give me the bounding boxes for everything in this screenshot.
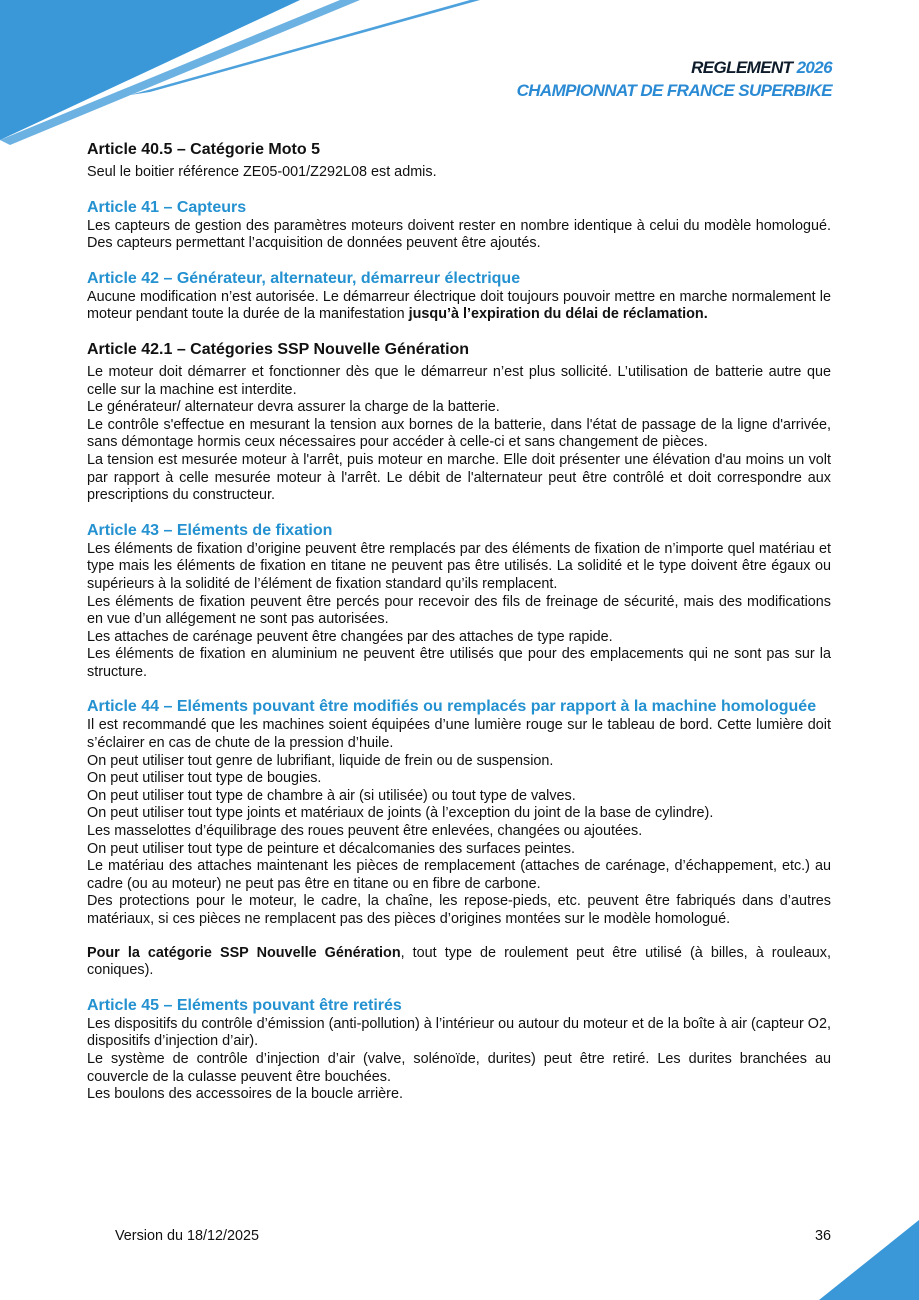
document-body — [87, 140, 831, 1104]
article-42-1-text-3: Le contrôle s'effectue en mesurant la tension aux bornes de la batterie, dans l'état de passage de la ligne d'arrivée, sans démontage hormis ceux nécessaires pour accéder à celle-ci et sans changement de pièces. — [87, 416, 831, 451]
header-stripes-decoration — [0, 0, 480, 145]
article-43-text-4: Les éléments de fixation en aluminium ne peuvent être utilisés que pour des emplacements qui ne sont pas sur la structure. — [87, 646, 831, 680]
article-43-text-3: Les attaches de carénage peuvent être changées par des attaches de type rapide. — [87, 628, 613, 645]
article-45-title: Article 45 – Eléments pouvant être retirés — [87, 996, 402, 1014]
header-year: 2026 — [796, 58, 832, 77]
article-44-text-8: Le matériau des attaches maintenant les pièces de remplacement (attaches de carénage, d’échappement, etc.) au cadre (ou au moteur) ne peut pas être en titane ou en fibre de carbone. — [87, 858, 831, 892]
article-45-text-3: Les boulons des accessoires de la boucle arrière. — [87, 1086, 403, 1103]
article-41-title: Article 41 – Capteurs — [87, 198, 247, 216]
article-44-text-5: On peut utiliser tout type joints et matériaux de joints (à l’exception du joint de la base de cylindre). — [87, 805, 714, 822]
article-40-5-text: Seul le boitier référence ZE05-001/Z292L08 est admis. — [87, 164, 437, 180]
article-44-text-10-bold: Pour la catégorie SSP Nouvelle Génération — [87, 944, 401, 961]
document-header — [517, 56, 832, 102]
article-41-text: Les capteurs de gestion des paramètres moteurs doivent rester en nombre identique à celui du modèle homologué. Des capteurs permettant l’acquisition de données peuvent être ajoutés. — [87, 217, 831, 252]
article-44-text-6: Les masselottes d’équilibrage des roues peuvent être enlevées, changées ou ajoutées. — [87, 823, 643, 840]
article-45-text-1: Les dispositifs du contrôle d’émission (anti-pollution) à l’intérieur ou autour du moteur et de la boîte à air (capteur O2, dispositifs d’injection d’air). — [87, 1015, 831, 1050]
header-championnat: CHAMPIONNAT DE FRANCE SUPERBIKE — [516, 81, 832, 100]
header-reglement: REGLEMENT — [691, 58, 793, 77]
article-44-text-4: On peut utiliser tout type de chambre à air (si utilisée) ou tout type de valves. — [87, 787, 576, 804]
article-43-text-1: Les éléments de fixation d’origine peuvent être remplacés par des éléments de fixation de n’importe quel matériau et type mais les éléments de fixation en titane ne peuvent pas être utilisés. La solidité et le type doivent être égaux ou supérieurs à la solidité de l’élément de fixation standard qu’ils remplacent. — [87, 540, 831, 592]
article-42-1-title: Article 42.1 – Catégories SSP Nouvelle Génération — [87, 340, 470, 358]
article-42-1-text-2: Le générateur/ alternateur devra assurer la charge de la batterie. — [87, 399, 500, 416]
article-42-title: Article 42 – Générateur, alternateur, démarreur électrique — [87, 269, 521, 287]
article-45-text-2: Le système de contrôle d’injection d’air (valve, solénoïde, durites) peut être retiré. Les durites branchées au couvercle de la culasse peuvent être bouchées. — [87, 1050, 831, 1085]
footer-page-number: 36 — [814, 1228, 831, 1244]
article-42-text — [87, 289, 831, 324]
article-43-text-2: Les éléments de fixation peuvent être percés pour recevoir des fils de freinage de sécurité, mais des modifications en vue d’un allégement ne sont pas autorisées. — [87, 593, 831, 628]
article-43-title: Article 43 – Eléments de fixation — [87, 521, 333, 539]
article-44-text-9: Des protections pour le moteur, le cadre, la chaîne, les repose-pieds, etc. peuvent être fabriqués dans d’autres matériaux, si ces pièces ne remplacent pas des pièces d’origines montées sur le modèle homologué. — [87, 893, 831, 927]
article-42-text-normal: Aucune modification n’est autorisée. Le démarreur électrique doit toujours pouvoir mettre en marche normalement le moteur pendant toute la durée de la manifestation — [87, 288, 831, 323]
article-44-text-3: On peut utiliser tout type de bougies. — [87, 770, 322, 787]
article-44-text-2: On peut utiliser tout genre de lubrifiant, liquide de frein ou de suspension. — [87, 752, 554, 769]
footer-version: Version du 18/12/2025 — [115, 1228, 260, 1244]
article-40-5-title: Article 40.5 – Catégorie Moto 5 — [87, 141, 320, 158]
footer-triangle-decoration — [819, 1220, 919, 1300]
article-44-text-10 — [87, 945, 831, 980]
article-42-1-text-4: La tension est mesurée moteur à l'arrêt, puis moteur en marche. Elle doit présenter une élévation d'au moins un volt par rapport à celle mesurée moteur à l'arrêt. Le débit de l'alternateur peut être contrôlé et doit correspondre aux prescriptions du constructeur. — [87, 451, 831, 504]
article-42-1-text-1: Le moteur doit démarrer et fonctionner dès que le démarreur n’est plus sollicité. L’utilisation de batterie autre que celle sur la machine est interdite. — [87, 363, 831, 398]
article-44-text-1: Il est recommandé que les machines soient équipées d’une lumière rouge sur le tableau de bord. Cette lumière doit s’éclairer en cas de chute de la pression d’huile. — [87, 717, 831, 752]
article-44-text-7: On peut utiliser tout type de peinture et décalcomanies des surfaces peintes. — [87, 840, 575, 857]
article-44-title: Article 44 – Eléments pouvant être modifiés ou remplacés par rapport à la machine homologuée — [87, 698, 817, 716]
article-44-text-10-normal: , tout type de roulement peut être utilisé (à billes, à rouleaux, coniques). — [87, 944, 831, 979]
article-42-text-bold: jusqu’à l’expiration du délai de réclamation. — [408, 306, 708, 323]
